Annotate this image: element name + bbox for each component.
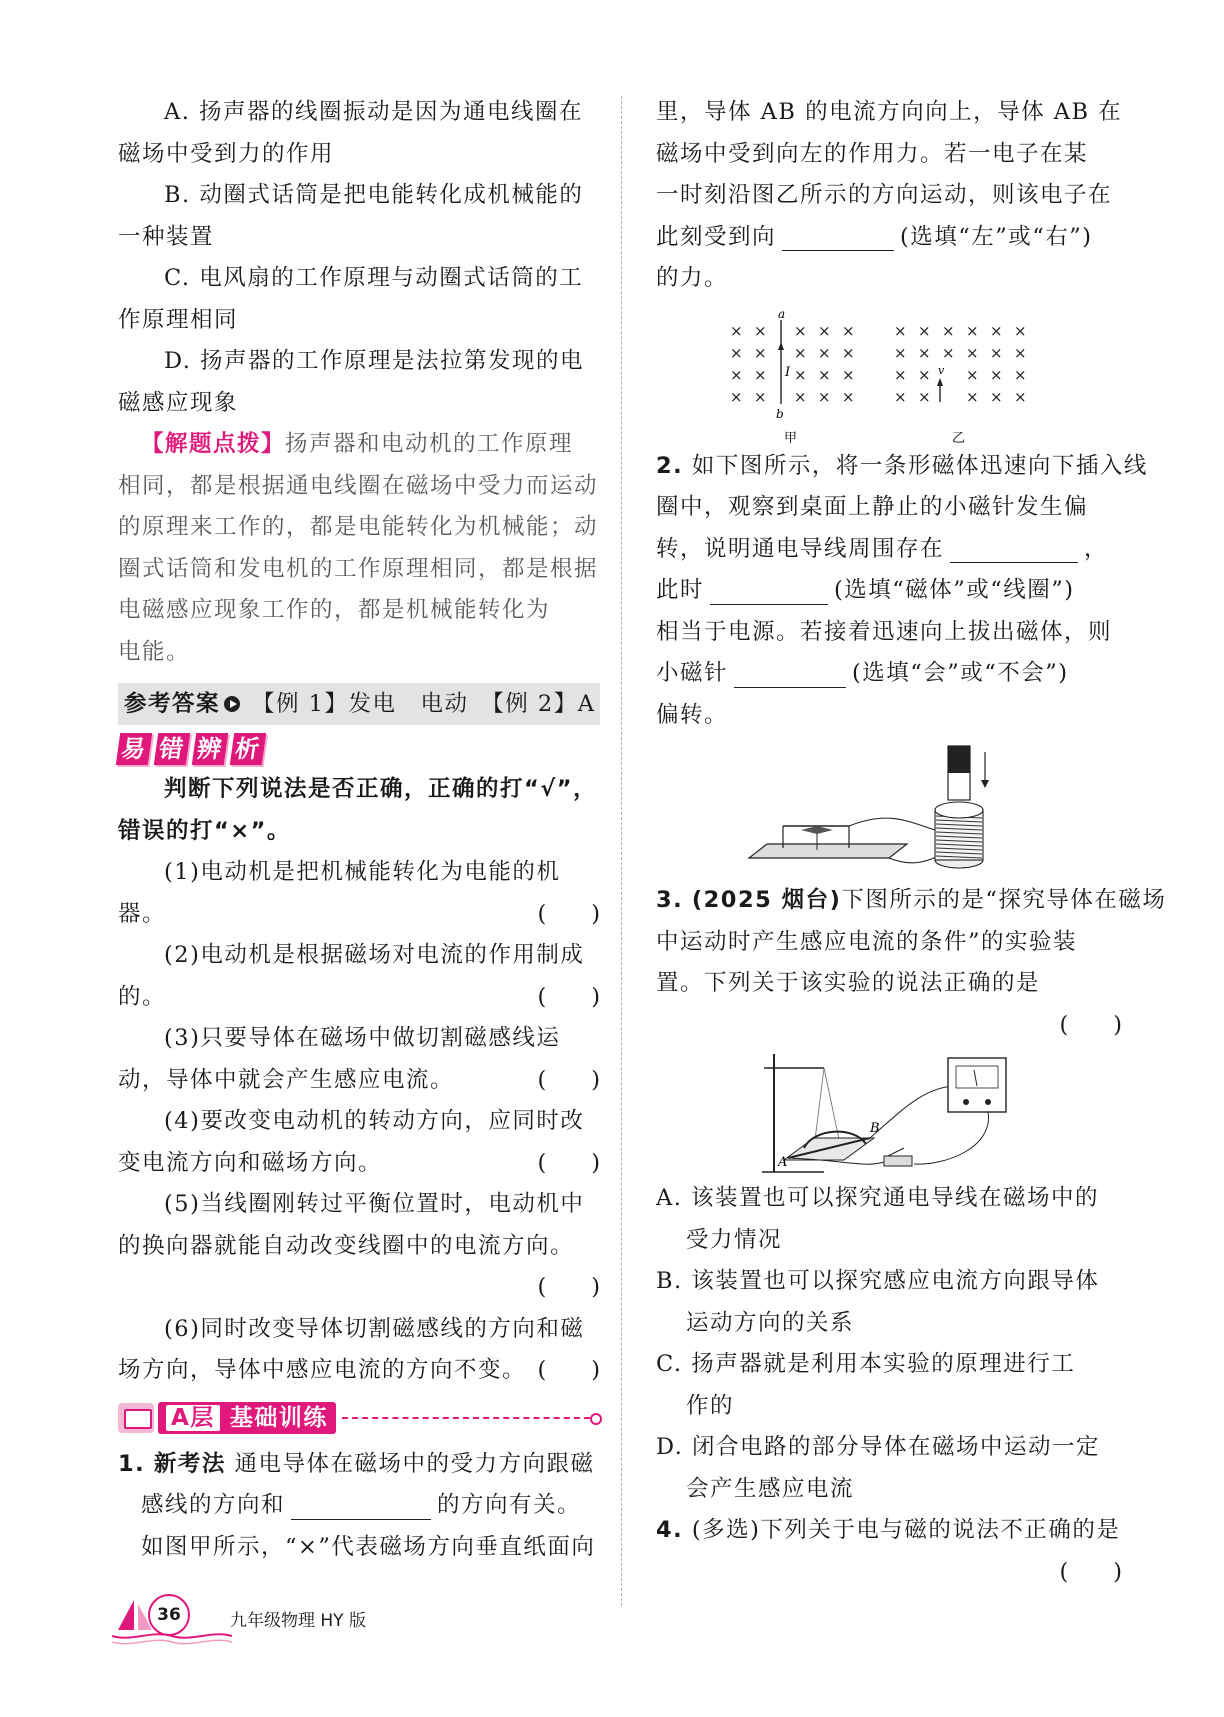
field-cross-mark: × xyxy=(794,321,809,340)
judge-6-line2: 场方向，导体中感应电流的方向不变。 ( ) xyxy=(118,1350,600,1392)
q2-blank-2[interactable] xyxy=(710,578,828,605)
label-velocity: v xyxy=(938,363,946,377)
q2-line2: 圈中，观察到桌面上静止的小磁针发生偏 xyxy=(656,494,1089,520)
field-cross-mark: × xyxy=(1014,343,1029,362)
answer-paren: ( ) xyxy=(537,1274,600,1300)
field-cross-mark: × xyxy=(990,321,1005,340)
q2-line6: 小磁针 (选填“会”或“不会”) xyxy=(656,660,1069,686)
judge-6-line1: (6)同时改变导体切割磁感线的方向和磁 xyxy=(164,1315,585,1342)
wire-to-switch xyxy=(914,1112,988,1164)
q3-line2: 中运动时产生感应电流的条件”的实验装 xyxy=(656,928,1078,955)
field-cross-mark: × xyxy=(754,321,769,340)
velocity-arrow-icon xyxy=(937,378,943,386)
judge-4-line2: 变电流方向和磁场方向。 ( ) xyxy=(118,1143,600,1185)
footer-text: 九年级物理 HY 版 xyxy=(230,1611,366,1631)
switch xyxy=(884,1156,912,1166)
label-b: B xyxy=(870,1121,882,1136)
section-title: 基础训练 xyxy=(229,1404,328,1431)
field-cross-mark: × xyxy=(966,387,981,406)
label-current: I xyxy=(785,364,792,380)
q1-line2: 感线的方向和 的方向有关。 xyxy=(141,1492,582,1518)
q3-option-b-line2: 运动方向的关系 xyxy=(686,1309,855,1336)
field-cross-mark: × xyxy=(1014,321,1029,340)
level-label: A层 xyxy=(166,1405,220,1431)
q3-option-d-line1: D. 闭合电路的部分导体在磁场中运动一定 xyxy=(656,1434,1101,1460)
play-arrow-icon xyxy=(224,696,240,712)
magnetic-field-figure xyxy=(724,306,1054,446)
q3-line3: 置。下列关于该实验的说法正确的是 xyxy=(656,970,1041,996)
wire-to-meter xyxy=(870,1086,954,1138)
q1-cont-line5: 的力。 xyxy=(656,265,729,291)
book-icon xyxy=(118,1403,154,1433)
page-number: 36 xyxy=(148,1594,190,1636)
section-badge xyxy=(158,1402,336,1434)
q3-number: 3. xyxy=(656,887,684,913)
judge-1-line2: 器。 ( ) xyxy=(118,894,600,936)
title-char-cuo: 错 xyxy=(154,733,190,765)
tip-line3: 的原理来工作的，都是电能转化为机械能；动 xyxy=(118,514,599,540)
q4-paren-line xyxy=(656,1552,1122,1594)
field-cross-mark: × xyxy=(818,321,833,340)
field-cross-mark: × xyxy=(730,321,745,340)
answer-paren: ( ) xyxy=(537,1149,600,1176)
option-c-line1: C. 电风扇的工作原理与动圈式话筒的工 xyxy=(164,265,584,291)
answer-paren: ( ) xyxy=(1059,1558,1122,1585)
judge-5-line2: 的换向器就能自动改变线圈中的电流方向。 xyxy=(118,1232,575,1259)
caption-jia: 甲 xyxy=(784,430,799,446)
field-cross-mark: × xyxy=(942,321,957,340)
q3-paren-line xyxy=(656,1005,1122,1047)
magnet-coil-figure xyxy=(739,740,1039,880)
field-cross-mark: × xyxy=(918,387,933,406)
answer-paren: ( ) xyxy=(537,1066,600,1093)
field-cross-mark: × xyxy=(894,387,909,406)
q3-option-b-line1: B. 该装置也可以探究感应电流方向跟导体 xyxy=(656,1268,1100,1294)
q3-option-d-line2: 会产生感应电流 xyxy=(686,1475,855,1502)
wire-2 xyxy=(889,856,939,863)
down-arrow-icon xyxy=(981,780,989,788)
q3-option-a-line2: 受力情况 xyxy=(686,1226,783,1253)
right-column xyxy=(656,92,1167,1593)
q3-option-a-line1: A. 该装置也可以探究通电导线在磁场中的 xyxy=(656,1185,1100,1211)
answer-text: 【例 1】发电 电动 【例 2】A xyxy=(252,691,596,717)
judge-5-paren-line xyxy=(118,1267,600,1309)
field-cross-mark: × xyxy=(966,343,981,362)
q2-number: 2. xyxy=(656,452,684,479)
q1-cont-line3: 一时刻沿图乙所示的方向运动，则该电子在 xyxy=(656,182,1113,208)
q4-line1: 4. (多选)下列关于电与磁的说法不正确的是 xyxy=(656,1517,1121,1543)
q2-blank-1[interactable] xyxy=(950,536,1078,563)
q2-line5: 相当于电源。若接着迅速向上拔出磁体，则 xyxy=(656,618,1113,645)
error-analysis-title xyxy=(118,733,600,765)
option-a-line2: 磁场中受到力的作用 xyxy=(118,140,335,167)
label-a: A xyxy=(778,1155,789,1170)
caption-yi: 乙 xyxy=(952,430,967,446)
judge-3-line2: 动，导体中就会产生感应电流。 ( ) xyxy=(118,1060,600,1102)
label-b: b xyxy=(776,406,786,421)
q2-line1: 2. 如下图所示，将一条形磁体迅速向下插入线 xyxy=(656,452,1148,479)
q2-blank-3[interactable] xyxy=(734,661,846,688)
judge-1-line1: (1)电动机是把机械能转化为电能的机 xyxy=(164,859,561,885)
field-cross-mark: × xyxy=(1014,365,1029,384)
field-cross-mark: × xyxy=(730,343,745,362)
field-cross-mark: × xyxy=(754,387,769,406)
left-column xyxy=(118,92,600,1568)
field-cross-mark: × xyxy=(794,365,809,384)
tip-line5: 电磁感应现象工作的，都是机械能转化为 xyxy=(118,597,551,623)
column-separator xyxy=(621,96,622,1606)
q1-cont-line2: 磁场中受到向左的作用力。若一电子在某 xyxy=(656,140,1089,167)
q2-line4: 此时 (选填“磁体”或“线圈”) xyxy=(656,577,1075,603)
field-cross-mark: × xyxy=(818,343,833,362)
q1-cont-line4: 此刻受到向 (选填“左”或“右”) xyxy=(656,223,1093,250)
option-b-line2: 一种装置 xyxy=(118,223,215,250)
answer-label: 参考答案 xyxy=(124,691,221,717)
field-cross-mark: × xyxy=(754,343,769,362)
tip-line6: 电能。 xyxy=(118,638,191,665)
field-cross-mark: × xyxy=(966,365,981,384)
induction-apparatus-figure xyxy=(744,1048,1034,1178)
judge-2-line2: 的。 ( ) xyxy=(118,977,600,1019)
field-cross-mark: × xyxy=(894,321,909,340)
answer-paren: ( ) xyxy=(537,983,600,1010)
field-cross-mark: × xyxy=(818,387,833,406)
option-c-line2: 作原理相同 xyxy=(118,306,239,333)
title-char-xi: 析 xyxy=(230,733,266,765)
label-a: a xyxy=(778,306,787,321)
q1-number: 1. xyxy=(118,1450,146,1477)
field-cross-mark: × xyxy=(990,343,1005,362)
field-cross-mark: × xyxy=(730,365,745,384)
tip-line2: 相同，都是根据通电线圈在磁场中受力而运动 xyxy=(118,472,599,499)
field-cross-mark: × xyxy=(966,321,981,340)
section-header-a xyxy=(118,1396,600,1440)
option-d-line1: D. 扬声器的工作原理是法拉第发现的电 xyxy=(164,348,585,374)
wire-1 xyxy=(849,818,935,830)
field-cross-mark: × xyxy=(990,365,1005,384)
field-cross-mark: × xyxy=(842,343,857,362)
compass-needle-icon xyxy=(801,826,833,834)
field-cross-mark: × xyxy=(894,343,909,362)
q3-line1: 3. (2025 烟台)下图所示的是“探究导体在磁场 xyxy=(656,887,1167,913)
option-b-line1: B. 动圈式话筒是把电能转化成机械能的 xyxy=(164,182,584,208)
q2-line3: 转，说明通电导线周围存在 ， xyxy=(656,535,1109,562)
field-cross-mark: × xyxy=(942,343,957,362)
field-cross-mark: × xyxy=(754,365,769,384)
title-char-bian: 辨 xyxy=(192,733,228,765)
q3-option-c-line1: C. 扬声器就是利用本实验的原理进行工 xyxy=(656,1351,1076,1377)
q1-tag: 新考法 xyxy=(153,1450,226,1477)
judge-5-line1: (5)当线圈刚转过平衡位置时，电动机中 xyxy=(164,1191,585,1217)
field-cross-mark: × xyxy=(818,365,833,384)
field-cross-mark: × xyxy=(918,343,933,362)
header-dashed-line xyxy=(342,1417,600,1419)
answer-paren: ( ) xyxy=(537,900,600,927)
q1-answer-blank[interactable] xyxy=(291,1493,431,1520)
current-arrow-icon xyxy=(778,342,784,350)
field-crosses-jia xyxy=(730,322,856,406)
field-cross-mark: × xyxy=(794,343,809,362)
q1-line1: 1. 新考法 通电导体在磁场中的受力方向跟磁 xyxy=(118,1450,595,1477)
answer-paren: ( ) xyxy=(1059,1011,1122,1038)
field-cross-mark: × xyxy=(730,387,745,406)
judge-intro-line1: 判断下列说法是否正确，正确的打“√”， xyxy=(164,776,598,802)
judge-3-line1: (3)只要导体在磁场中做切割磁感线运 xyxy=(164,1025,561,1051)
field-cross-mark: × xyxy=(894,365,909,384)
q1-direction-blank[interactable] xyxy=(782,224,894,251)
field-cross-mark: × xyxy=(990,387,1005,406)
reference-answer-bar xyxy=(118,683,600,725)
option-d-line2: 磁感应现象 xyxy=(118,389,239,416)
judge-4-line1: (4)要改变电动机的转动方向，应同时改 xyxy=(164,1108,585,1134)
field-cross-mark: × xyxy=(842,387,857,406)
field-cross-mark: × xyxy=(842,365,857,384)
title-char-yi: 易 xyxy=(116,733,152,765)
q1-cont-line1: 里，导体 AB 的电流方向向上，导体 AB 在 xyxy=(656,99,1123,125)
field-cross-mark: × xyxy=(1014,387,1029,406)
board xyxy=(749,844,907,858)
magnet-dark-pole xyxy=(948,746,970,773)
q1-line3: 如图甲所示，“×”代表磁场方向垂直纸面向 xyxy=(141,1533,596,1560)
field-cross-mark: × xyxy=(794,387,809,406)
solution-tip xyxy=(118,424,600,673)
option-a-line1: A. 扬声器的线圈振动是因为通电线圈在 xyxy=(164,99,584,125)
answer-paren: ( ) xyxy=(537,1357,600,1383)
judge-2-line1: (2)电动机是根据磁场对电流的作用制成 xyxy=(164,942,585,968)
tip-line4: 圈式话筒和发电机的工作原理相同，都是根据 xyxy=(118,555,599,582)
q3-source-tag: (2025 烟台) xyxy=(691,887,842,913)
field-cross-mark: × xyxy=(918,321,933,340)
judge-intro-line2: 错误的打“×”。 xyxy=(118,817,291,844)
q3-option-c-line2: 作的 xyxy=(686,1392,735,1419)
q4-number: 4. xyxy=(656,1517,684,1543)
field-cross-mark: × xyxy=(918,365,933,384)
tip-key: 【解题点拨】 xyxy=(141,431,286,457)
tip-line1: 【解题点拨】扬声器和电动机的工作原理 xyxy=(141,431,574,457)
field-crosses-yi xyxy=(894,322,1028,406)
q2-line7: 偏转。 xyxy=(656,701,729,728)
page-footer xyxy=(112,1590,512,1660)
field-cross-mark: × xyxy=(842,321,857,340)
switch-lever-icon xyxy=(888,1148,904,1156)
